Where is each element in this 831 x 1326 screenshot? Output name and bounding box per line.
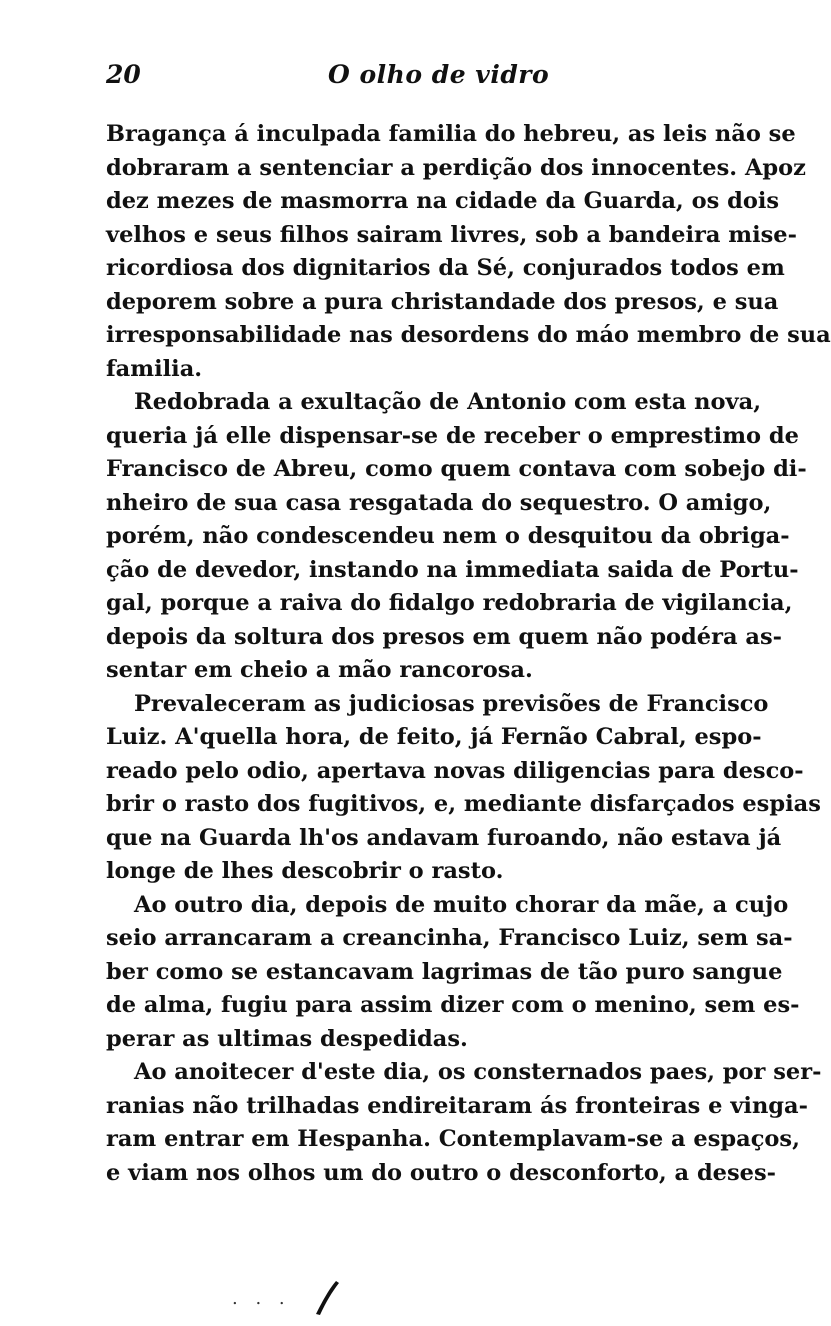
text-line: sentar em cheio a mão rancorosa. <box>106 657 533 683</box>
ink-stroke-icon <box>312 1278 342 1318</box>
text-line: longe de lhes descobrir o rasto. <box>106 858 504 884</box>
text-line: queria já elle dispensar-se de receber o emprestimo de <box>106 422 799 449</box>
text-line: que na Guarda lh'os andavam furoando, não estava já <box>106 824 782 851</box>
text-line: de alma, fugiu para assim dizer com o menino, sem es- <box>106 992 800 1018</box>
text-line: Ao anoitecer d'este dia, os consternados paes, por ser- <box>134 1059 822 1085</box>
text-line: gal, porque a raiva do fidalgo redobraria de vigilancia, <box>106 590 793 616</box>
text-line: ricordiosa dos dignitarios da Sé, conjurados todos em <box>106 255 785 281</box>
text-line: nheiro de sua casa resgatada do sequestro. O amigo, <box>106 489 772 516</box>
text-line: ber como se estancavam lagrimas de tão puro sangue <box>106 958 783 985</box>
text-line: dez mezes de masmorra na cidade da Guarda, os dois <box>106 188 780 214</box>
text-line: porém, não condescendeu nem o desquitou da obriga- <box>106 523 790 549</box>
text-line: deporem sobre a pura christandade dos presos, e sua <box>106 288 779 315</box>
footer-mark <box>232 1278 372 1318</box>
text-line: Francisco de Abreu, como quem contava com sobejo di- <box>106 456 807 482</box>
text-line: ram entrar em Hespanha. Contemplavam-se a espaços, <box>106 1126 800 1152</box>
text-line: Prevaleceram as judiciosas previsões de Francisco <box>134 690 769 717</box>
text-line: Bragança á inculpada familia do hebreu, as leis não se <box>106 121 796 147</box>
text-line: velhos e seus filhos sairam livres, sob a bandeira mise- <box>106 221 797 248</box>
running-title: O olho de vidro <box>328 60 550 89</box>
text-line: familia. <box>106 355 203 382</box>
page-header <box>106 60 740 96</box>
body-text <box>106 118 831 1190</box>
text-line: Redobrada a exultação de Antonio com esta nova, <box>134 389 762 415</box>
text-line: e viam nos olhos um do outro o desconforto, a deses- <box>106 1159 776 1186</box>
text-line: Ao outro dia, depois de muito chorar da mãe, a cujo <box>134 891 789 918</box>
text-line: irresponsabilidade nas desordens do máo membro de sua <box>106 322 831 348</box>
text-line: brir o rasto dos fugitivos, e, mediante disfarçados espias <box>106 791 821 817</box>
footer-dots: . . . <box>232 1288 291 1309</box>
page-number: 20 <box>106 60 141 89</box>
text-line: ção de devedor, instando na immediata saida de Portu- <box>106 556 799 583</box>
text-line: ranias não trilhadas endireitaram ás fronteiras e vinga- <box>106 1092 808 1119</box>
text-line: dobraram a sentenciar a perdição dos innocentes. Apoz <box>106 154 806 181</box>
text-line: depois da soltura dos presos em quem não podéra as- <box>106 623 782 650</box>
text-line: perar as ultimas despedidas. <box>106 1025 468 1052</box>
text-line: seio arrancaram a creancinha, Francisco Luiz, sem sa- <box>106 925 793 951</box>
text-line: Luiz. A'quella hora, de feito, já Fernão Cabral, espo- <box>106 724 762 750</box>
text-line: reado pelo odio, apertava novas diligencias para desco- <box>106 757 804 784</box>
